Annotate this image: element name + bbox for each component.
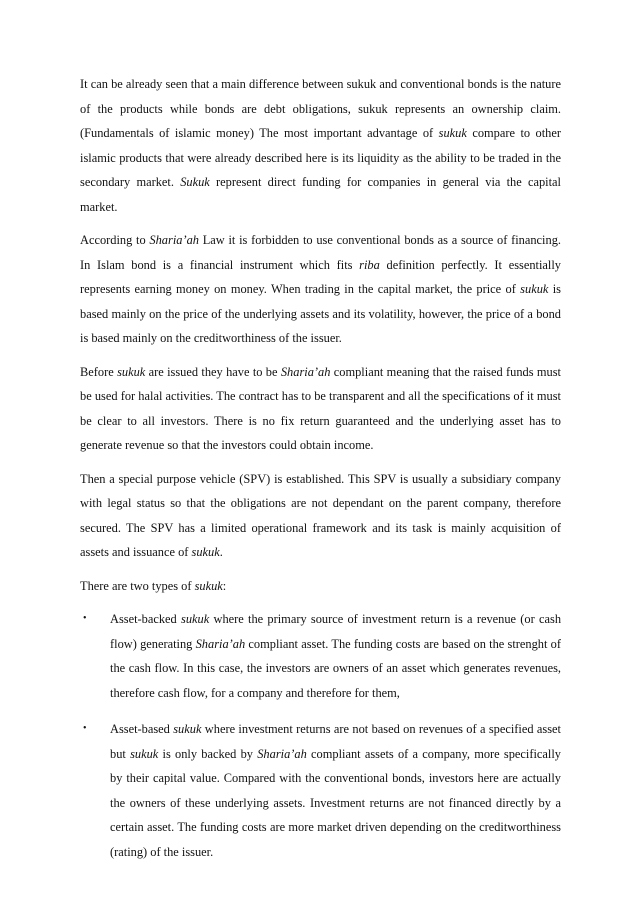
text-run: is only backed by (158, 746, 258, 761)
italic-term: Sharia’ah (257, 746, 307, 761)
italic-term: sukuk (520, 282, 549, 296)
text-run: where the primary source of investment return is a revenue (or cash flow) generating (110, 612, 562, 651)
text-run: Before (80, 364, 118, 379)
italic-term: sukuk (438, 126, 467, 140)
italic-term: sukuk (181, 612, 210, 626)
paragraph (80, 72, 561, 219)
text-run: compliant meaning that the raised funds must be used for halal activities. The contract has to be transparent and all the specifications of it must be clear to all investors. There is no fix return guaranteed and the underlying asset has to generate revenue so that the investors could obtain income. (80, 364, 561, 452)
italic-term: Sharia’ah (195, 636, 246, 651)
italic-term: riba (359, 257, 380, 272)
paragraph (80, 467, 561, 565)
text-run: definition perfectly. It essentially represents earning money on money. When trading in the capital market, the price of (80, 257, 562, 296)
text-run: There are two types of (80, 578, 195, 593)
text-run: It can be already seen that a main difference between sukuk and conventional bonds is the nature of the products while bonds are debt obligations, sukuk represents an ownership claim. (Fundamentals of islamic money) The most important advantage of (80, 77, 561, 140)
body-text (80, 72, 561, 598)
text-run: : (222, 578, 227, 593)
text-run: is based mainly on the price of the underlying assets and its volatility, however, the price of a bond is based mainly on the creditworthiness of the issuer. (80, 282, 561, 345)
text-run: are issued they have to be (145, 364, 281, 379)
text-run: Then a special purpose vehicle (SPV) is established. This SPV is usually a subsidiary company with legal status so that the obligations are not dependant on the parent company, therefore secured. The SPV has a limited operational framework and its task is mainly acquisition of assets and issuance of (80, 471, 561, 559)
bullet-icon: • (83, 613, 87, 624)
sukuk-types-list (80, 607, 561, 864)
paragraph (80, 360, 561, 458)
italic-term: sukuk (117, 364, 146, 379)
text-run: compare to other islamic products that were already described here is its liquidity as the ability to be traded in the secondary market. (80, 126, 562, 189)
list-item (80, 717, 561, 864)
text-run: represent direct funding for companies in general via the capital market. (80, 175, 561, 214)
italic-term: sukuk (191, 545, 220, 559)
text-run: compliant assets of a company, more specifically by their capital value. Compared with the conventional bonds, investors here are actually the owners of these underlying assets. Investment returns are not financed directly by a certain asset. The funding costs are more market driven depending on the creditworthiness (rating) of the issuer. (110, 746, 561, 859)
text-run: Asset-based (110, 722, 174, 736)
paragraph (80, 228, 561, 351)
italic-term: sukuk (130, 746, 159, 761)
bullet-icon: • (83, 723, 87, 734)
italic-term: sukuk (173, 722, 202, 736)
italic-term: sukuk (194, 578, 223, 593)
text-run: Law it is forbidden to use conventional bonds as a source of financing. In Islam bond is a financial instrument which fits (80, 233, 561, 272)
italic-term: Sukuk (180, 175, 210, 189)
italic-term: Sharia’ah (280, 364, 331, 379)
text-run: where investment returns are not based on revenues of a specified asset but (110, 722, 561, 761)
text-run: compliant asset. The funding costs are based on the strenght of the cash flow. In this case, the investors are owners of an asset which generates revenues, therefore cash flow, for a company and therefore for them, (110, 636, 562, 700)
document-page (80, 72, 561, 876)
text-run: Asset-backed (110, 612, 182, 626)
paragraph (80, 574, 561, 599)
italic-term: Sharia’ah (149, 233, 199, 247)
text-run: . (219, 545, 223, 559)
list-item (80, 607, 561, 705)
text-run: According to (80, 233, 150, 247)
